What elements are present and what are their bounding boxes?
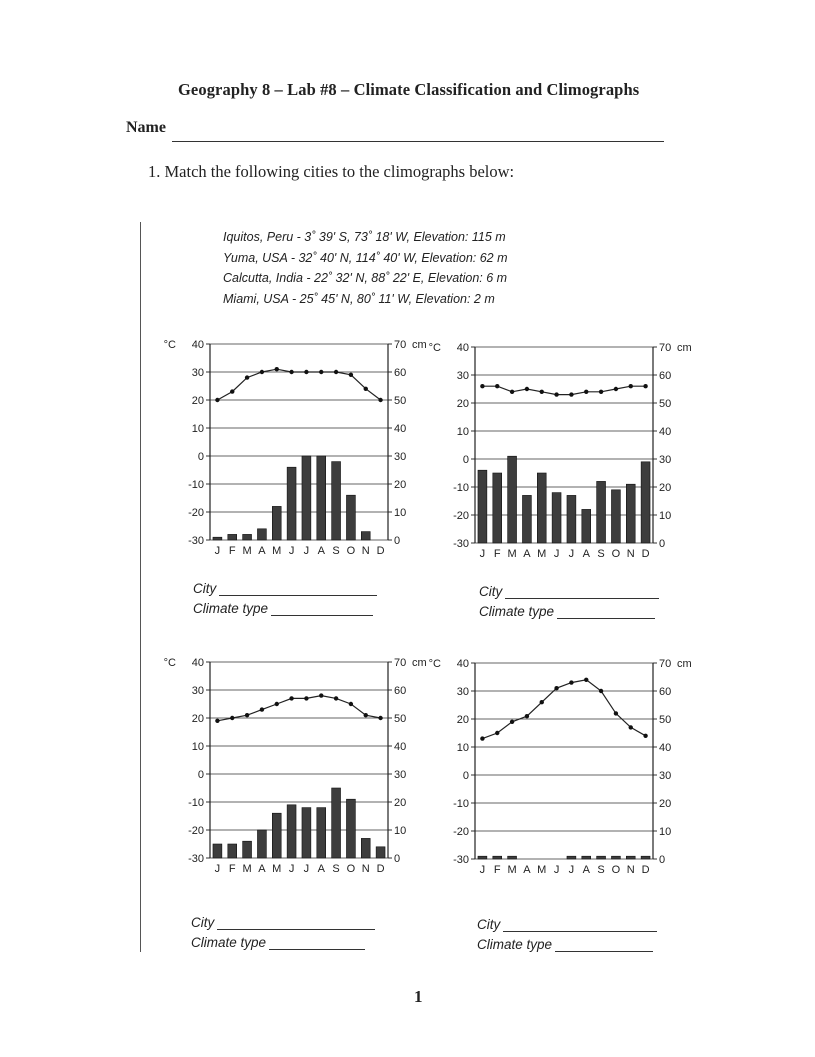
climate-type-label: Climate type — [191, 935, 267, 950]
precip-axis-label: cm — [677, 658, 692, 670]
temp-tick-label: 10 — [191, 741, 204, 753]
precip-tick-label: 20 — [659, 482, 672, 494]
precip-tick-label: 20 — [394, 797, 407, 809]
answer-block-2 — [479, 579, 659, 619]
precip-tick-label: 0 — [394, 853, 401, 865]
precip-tick-label: 40 — [394, 741, 407, 753]
precip-tick-label: 40 — [394, 423, 407, 435]
precip-tick-label: 50 — [659, 398, 672, 410]
month-label: S — [597, 864, 605, 876]
precipitation-bar — [478, 470, 487, 543]
month-label: M — [537, 548, 547, 560]
climograph-3-svg — [160, 654, 450, 878]
precip-tick-label: 30 — [659, 454, 672, 466]
temp-tick-label: 30 — [456, 686, 469, 698]
temp-tick-label: -10 — [188, 479, 204, 491]
city-entry-calcutta: Calcutta, India - 22˚ 32' N, 88˚ 22' E, Elevation: 6 m — [223, 271, 508, 285]
temp-tick-label: 0 — [197, 769, 204, 781]
month-label: A — [258, 863, 266, 875]
month-label: J — [303, 863, 310, 875]
precipitation-bar — [332, 462, 341, 540]
month-label: M — [272, 545, 282, 557]
temp-tick-label: 0 — [462, 770, 469, 782]
temp-axis-label: °C — [428, 658, 441, 670]
month-label: J — [288, 863, 295, 875]
temperature-point — [569, 680, 573, 684]
temp-tick-label: 10 — [456, 742, 469, 754]
temperature-point — [614, 387, 618, 391]
precipitation-bar — [641, 462, 650, 543]
precip-tick-label: 70 — [659, 342, 672, 354]
precip-tick-label: 60 — [394, 367, 407, 379]
answer-block-4 — [477, 912, 657, 952]
city-list — [223, 227, 508, 309]
temperature-point — [215, 719, 219, 723]
precipitation-bar — [346, 799, 355, 858]
precip-tick-label: 30 — [394, 451, 407, 463]
temperature-line — [217, 369, 380, 400]
precipitation-bar — [537, 473, 546, 543]
precip-tick-label: 30 — [659, 770, 672, 782]
temp-tick-label: 20 — [191, 713, 204, 725]
temperature-point — [540, 390, 544, 394]
temp-tick-label: 40 — [456, 658, 469, 670]
temp-tick-label: -30 — [453, 854, 469, 866]
precip-tick-label: 10 — [659, 826, 672, 838]
temperature-point — [525, 387, 529, 391]
temp-tick-label: -20 — [188, 825, 204, 837]
month-label: J — [288, 545, 295, 557]
month-label: A — [523, 548, 531, 560]
month-label: S — [597, 548, 605, 560]
month-label: O — [346, 545, 356, 557]
precipitation-bar — [213, 537, 222, 540]
temp-tick-label: -20 — [453, 826, 469, 838]
month-label: F — [228, 863, 236, 875]
temperature-point — [614, 711, 618, 715]
temperature-point — [304, 696, 308, 700]
precipitation-bar — [272, 506, 281, 540]
temp-tick-label: 10 — [456, 426, 469, 438]
precipitation-bar — [243, 841, 252, 858]
precip-tick-label: 10 — [659, 510, 672, 522]
answer-block-1 — [193, 576, 377, 616]
city-answer-field[interactable] — [503, 918, 657, 932]
month-label: A — [258, 545, 266, 557]
climograph-4-svg — [425, 655, 715, 879]
climograph-3 — [160, 654, 450, 878]
temp-axis-label: °C — [163, 657, 176, 669]
margin-line — [140, 222, 141, 952]
precip-tick-label: 60 — [659, 370, 672, 382]
temperature-point — [364, 387, 368, 391]
precipitation-bar — [213, 844, 222, 858]
month-label: J — [479, 864, 486, 876]
precip-axis-label: cm — [677, 342, 692, 354]
city-label: City — [191, 915, 215, 930]
temperature-point — [480, 736, 484, 740]
precipitation-bar — [582, 856, 591, 859]
temp-tick-label: 20 — [191, 395, 204, 407]
month-label: J — [214, 545, 221, 557]
precipitation-bar — [478, 856, 487, 859]
temp-tick-label: 30 — [191, 367, 204, 379]
month-label: D — [641, 864, 650, 876]
precipitation-bar — [243, 534, 252, 540]
month-label: A — [523, 864, 531, 876]
precip-tick-label: 40 — [659, 742, 672, 754]
month-label: M — [537, 864, 547, 876]
precipitation-bar — [346, 495, 355, 540]
city-answer-field[interactable] — [505, 585, 659, 599]
month-label: A — [582, 864, 590, 876]
precip-tick-label: 0 — [659, 854, 666, 866]
month-label: N — [361, 545, 370, 557]
temp-tick-label: 30 — [456, 370, 469, 382]
precip-tick-label: 10 — [394, 825, 407, 837]
climate-type-label: Climate type — [477, 937, 553, 952]
temperature-point — [599, 689, 603, 693]
temperature-point — [349, 373, 353, 377]
temp-tick-label: 40 — [191, 339, 204, 351]
month-label: M — [507, 864, 517, 876]
temperature-point — [334, 370, 338, 374]
month-label: M — [242, 863, 252, 875]
precipitation-bar — [626, 856, 635, 859]
temp-tick-label: 10 — [191, 423, 204, 435]
precip-tick-label: 50 — [394, 395, 407, 407]
temperature-point — [584, 678, 588, 682]
month-label: D — [376, 545, 385, 557]
precipitation-bar — [287, 467, 296, 540]
name-field[interactable] — [172, 141, 664, 142]
precip-axis-label: cm — [412, 339, 427, 351]
month-label: F — [493, 548, 501, 560]
temp-tick-label: 40 — [456, 342, 469, 354]
city-entry-miami: Miami, USA - 25˚ 45' N, 80˚ 11' W, Elevation: 2 m — [223, 291, 495, 306]
precipitation-bar — [257, 830, 266, 858]
precipitation-bar — [611, 856, 620, 859]
city-answer-field[interactable] — [219, 582, 377, 596]
temperature-point — [540, 700, 544, 704]
temperature-point — [510, 720, 514, 724]
month-label: M — [242, 545, 252, 557]
month-label: M — [507, 548, 517, 560]
temp-tick-label: -10 — [188, 797, 204, 809]
month-label: O — [611, 548, 621, 560]
month-label: J — [214, 863, 221, 875]
name-label: Name — [126, 119, 166, 136]
climate-type-answer-field[interactable] — [271, 602, 373, 616]
temp-axis-label: °C — [163, 339, 176, 351]
precip-tick-label: 60 — [394, 685, 407, 697]
month-label: N — [361, 863, 370, 875]
precipitation-bar — [361, 532, 370, 540]
month-label: A — [317, 863, 325, 875]
temperature-line — [482, 386, 645, 394]
month-label: F — [228, 545, 236, 557]
answer-block-3 — [191, 910, 375, 950]
precip-tick-label: 70 — [394, 657, 407, 669]
precipitation-bar — [317, 456, 326, 540]
precip-tick-label: 70 — [394, 339, 407, 351]
precipitation-bar — [582, 509, 591, 543]
precipitation-bar — [626, 484, 635, 543]
temp-tick-label: -30 — [188, 853, 204, 865]
city-entry-iquitos: Iquitos, Peru - 3˚ 39' S, 73˚ 18' W, Elevation: 115 m — [223, 230, 506, 244]
temperature-point — [554, 686, 558, 690]
precipitation-bar — [641, 856, 650, 859]
temperature-point — [319, 370, 323, 374]
month-label: N — [626, 864, 635, 876]
precipitation-bar — [508, 856, 517, 859]
climograph-2-svg — [425, 339, 715, 563]
month-label: J — [553, 548, 560, 560]
climograph-4 — [425, 655, 715, 879]
precipitation-bar — [317, 808, 326, 858]
precipitation-bar — [228, 534, 237, 540]
temp-tick-label: -20 — [188, 507, 204, 519]
precipitation-bar — [228, 844, 237, 858]
month-label: D — [376, 863, 385, 875]
temperature-point — [260, 707, 264, 711]
temperature-point — [584, 390, 588, 394]
month-label: D — [641, 548, 650, 560]
precip-tick-label: 20 — [659, 798, 672, 810]
month-label: M — [272, 863, 282, 875]
temperature-line — [217, 696, 380, 721]
precip-tick-label: 10 — [394, 507, 407, 519]
climate-type-answer-field[interactable] — [269, 936, 365, 950]
precipitation-bar — [522, 495, 531, 543]
precipitation-bar — [302, 456, 311, 540]
temperature-point — [304, 370, 308, 374]
page-title: Geography 8 – Lab #8 – Climate Classification and Climographs — [178, 80, 640, 99]
temperature-point — [495, 731, 499, 735]
temp-tick-label: -30 — [453, 538, 469, 550]
temperature-point — [525, 714, 529, 718]
precipitation-bar — [287, 805, 296, 858]
temperature-point — [230, 389, 234, 393]
temperature-point — [275, 367, 279, 371]
precip-tick-label: 60 — [659, 686, 672, 698]
precip-tick-label: 30 — [394, 769, 407, 781]
temperature-point — [599, 390, 603, 394]
month-label: A — [317, 545, 325, 557]
temperature-point — [349, 702, 353, 706]
climate-type-answer-field[interactable] — [555, 938, 653, 952]
precipitation-bar — [508, 456, 517, 543]
precip-tick-label: 40 — [659, 426, 672, 438]
climograph-1 — [160, 336, 450, 560]
city-label: City — [477, 917, 501, 932]
month-label: J — [568, 548, 575, 560]
city-entry-yuma: Yuma, USA - 32˚ 40' N, 114˚ 40' W, Elevation: 62 m — [223, 250, 508, 265]
precip-tick-label: 20 — [394, 479, 407, 491]
temp-tick-label: 20 — [456, 714, 469, 726]
temperature-point — [245, 375, 249, 379]
temperature-line — [482, 680, 645, 739]
city-label: City — [193, 581, 217, 596]
precipitation-bar — [376, 847, 385, 858]
temperature-point — [260, 370, 264, 374]
precipitation-bar — [597, 481, 606, 543]
precipitation-bar — [302, 808, 311, 858]
temperature-point — [569, 392, 573, 396]
month-label: O — [611, 864, 621, 876]
month-label: J — [479, 548, 486, 560]
page-number: 1 — [414, 987, 423, 1006]
month-label: O — [346, 863, 356, 875]
precip-tick-label: 70 — [659, 658, 672, 670]
month-label: N — [626, 548, 635, 560]
temperature-point — [629, 384, 633, 388]
month-label: A — [582, 548, 590, 560]
temp-tick-label: 0 — [197, 451, 204, 463]
climate-type-answer-field[interactable] — [557, 605, 655, 619]
city-label: City — [479, 584, 503, 599]
precip-axis-label: cm — [412, 657, 427, 669]
month-label: F — [493, 864, 501, 876]
precipitation-bar — [361, 838, 370, 858]
climograph-1-svg — [160, 336, 450, 560]
temp-tick-label: 20 — [456, 398, 469, 410]
precipitation-bar — [332, 788, 341, 858]
precipitation-bar — [257, 529, 266, 540]
city-answer-field[interactable] — [217, 916, 375, 930]
temperature-point — [480, 384, 484, 388]
temperature-point — [215, 398, 219, 402]
temperature-point — [334, 696, 338, 700]
precipitation-bar — [272, 813, 281, 858]
precipitation-bar — [611, 490, 620, 543]
month-label: J — [303, 545, 310, 557]
temperature-point — [495, 384, 499, 388]
precipitation-bar — [552, 493, 561, 543]
temp-tick-label: 40 — [191, 657, 204, 669]
precipitation-bar — [567, 856, 576, 859]
precipitation-bar — [493, 856, 502, 859]
temp-axis-label: °C — [428, 342, 441, 354]
month-label: S — [332, 545, 340, 557]
precipitation-bar — [493, 473, 502, 543]
temperature-point — [643, 734, 647, 738]
temp-tick-label: 30 — [191, 685, 204, 697]
temperature-point — [554, 392, 558, 396]
precip-tick-label: 50 — [659, 714, 672, 726]
temp-tick-label: -30 — [188, 535, 204, 547]
climate-type-label: Climate type — [479, 604, 555, 619]
temperature-point — [378, 716, 382, 720]
temperature-point — [510, 390, 514, 394]
temp-tick-label: -10 — [453, 482, 469, 494]
temp-tick-label: 0 — [462, 454, 469, 466]
temperature-point — [378, 398, 382, 402]
temperature-point — [643, 384, 647, 388]
temperature-point — [289, 370, 293, 374]
precipitation-bar — [567, 495, 576, 543]
month-label: S — [332, 863, 340, 875]
precip-tick-label: 0 — [659, 538, 666, 550]
month-label: J — [553, 864, 560, 876]
temperature-point — [275, 702, 279, 706]
temperature-point — [230, 716, 234, 720]
climate-type-label: Climate type — [193, 601, 269, 616]
question-text: 1. Match the following cities to the climographs below: — [148, 162, 515, 181]
temperature-point — [364, 713, 368, 717]
temperature-point — [319, 693, 323, 697]
temperature-point — [245, 713, 249, 717]
temp-tick-label: -10 — [453, 798, 469, 810]
month-label: J — [568, 864, 575, 876]
precip-tick-label: 50 — [394, 713, 407, 725]
climograph-2 — [425, 339, 715, 563]
temperature-point — [629, 725, 633, 729]
precipitation-bar — [597, 856, 606, 859]
temperature-point — [289, 696, 293, 700]
precip-tick-label: 0 — [394, 535, 401, 547]
temp-tick-label: -20 — [453, 510, 469, 522]
